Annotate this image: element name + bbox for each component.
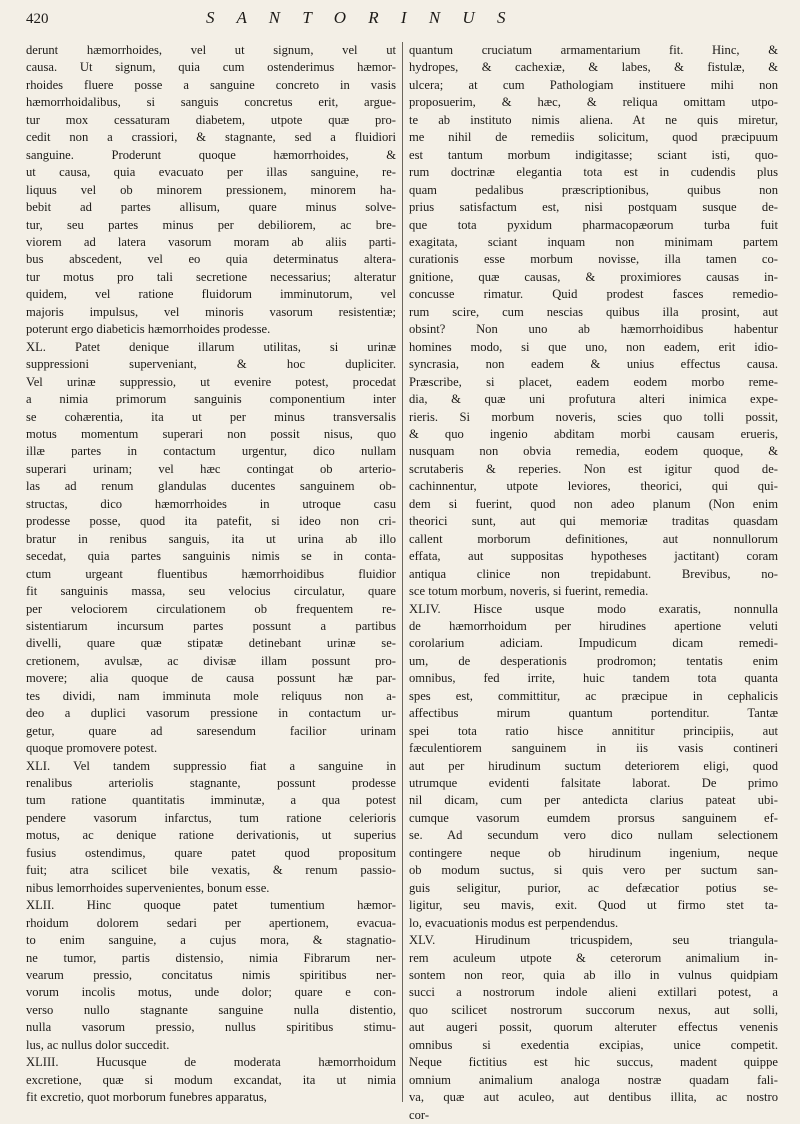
text-line: tur motus pro tali secretione necessarius; alteratur bbox=[26, 269, 396, 284]
text-line: bebit ad partes allisum, quare minus solve- bbox=[26, 200, 396, 215]
running-head bbox=[26, 8, 778, 42]
text-line: getur, quare ad saresendum facilior urinam bbox=[26, 723, 396, 738]
text-line: affectibus mirum quantum portenditur. Tantæ bbox=[409, 706, 778, 721]
text-line: XLI. Vel tandem suppressio fiat a sanguine in bbox=[26, 758, 396, 773]
text-line: te ab instituto nimis aliena. At ne quis miretur, bbox=[409, 112, 778, 127]
text-line: quo scilicet nostrorum succorum nexus, aut solli, bbox=[409, 1002, 778, 1017]
text-line: curationis esse morbum novisse, illa tamen co- bbox=[409, 252, 778, 267]
text-line: scrutaberis & reperies. Non est igitur quod de- bbox=[409, 461, 778, 476]
text-line: Præscribe, si placet, eadem eodem morbo reme- bbox=[409, 374, 778, 389]
text-line: sanguine. Proderunt quoque hæmorrhoides, & bbox=[26, 147, 396, 162]
text-line: dia, & quæ uni profutura alteri inimica expe- bbox=[409, 392, 778, 407]
text-line: quoque promovere potest. bbox=[26, 741, 158, 756]
text-line: exagitata, sciant inquam non minimam partem bbox=[409, 234, 778, 249]
text-line: causa. Ut signum, quia cum ostenderimus hæmor- bbox=[26, 60, 396, 75]
text-line: omnium animalium analoga nostræ quadam fali- bbox=[409, 1072, 778, 1087]
text-line: vearum pressio, concitatus nimis spiritibus ner- bbox=[26, 968, 396, 983]
text-line: effata, aut suppositas hypotheses jactitant) coram bbox=[409, 549, 778, 564]
text-line: spes est, committitur, ac præcipue in cephalicis bbox=[409, 688, 778, 703]
text-line: per velociorem circulationem ob frequentem re- bbox=[26, 601, 396, 616]
text-line: cumque vasorum eumdem prorsus sanguinem ef- bbox=[409, 810, 778, 825]
text-line: prodesse posse, quod ita patefit, si ideo non cri- bbox=[26, 514, 396, 529]
text-line: renalibus arteriolis stagnante, possunt prodesse bbox=[26, 776, 396, 791]
text-line: nil dicam, cum per antedicta clarius pateat ubi- bbox=[409, 793, 778, 808]
text-line: utrumque evidenti falsitate laborat. De primo bbox=[409, 776, 778, 791]
text-line: rum doctrinæ elegantia tota est in cudendis plus bbox=[409, 165, 778, 180]
text-line: corolarium adiciam. Impudicum dicam remedi- bbox=[409, 636, 778, 651]
text-line: & quo ingenio abditam morbi causam erueris, bbox=[409, 426, 778, 441]
text-line: lus, ac nullus dolor succedit. bbox=[26, 1037, 170, 1052]
text-line: motus momentum superari non possit nisus, quo bbox=[26, 426, 396, 441]
text-line: me nihil de remediis solicitum, quod præcipuum bbox=[409, 130, 778, 145]
text-line: est tantum morbum indigitasse; sciant isti, quo- bbox=[409, 147, 778, 162]
text-line: obsint? Non uno ab hæmorrhoidibus habentur bbox=[409, 322, 778, 337]
text-line: superari urinam; vel hæc contingat ob arterio- bbox=[26, 461, 396, 476]
text-line: rem aculeum utpote & ceterorum animalium in- bbox=[409, 950, 778, 965]
text-line: illæ partes in contactum urgentur, dico nullam bbox=[26, 444, 396, 459]
text-line: quantum cruciatum armamentarium fit. Hinc, & bbox=[409, 43, 778, 57]
text-line: pendere vasorum infarctus, tum ratione celerioris bbox=[26, 810, 396, 825]
text-line: nulla vasorum pressio, nullus spiritibus stimu- bbox=[26, 1020, 396, 1035]
text-line: las ad renum glandulas ducentes sanguinem ob- bbox=[26, 479, 396, 494]
text-line: cedit non a crassiori, & stagnante, sed a fluidiori bbox=[26, 130, 396, 145]
text-line: majoris impulsus, vel minoris vasorum resistentiæ; bbox=[26, 304, 396, 319]
text-line: tur, seu partes minus per debiliorem, ac bre- bbox=[26, 217, 396, 232]
text-line: ne tumor, partis distensio, nimia Fibrarum ner- bbox=[26, 950, 396, 965]
text-line: ligitur, seu mavis, exit. Quod ut firmo stet ta- bbox=[409, 898, 778, 913]
text-line: antiqua clinice non trepidabunt. Brevibus, no- bbox=[409, 566, 778, 581]
text-line: omnibus si exedentia excipias, unice competit. bbox=[409, 1037, 778, 1052]
text-line: fit sanguinis massa, seu velocius circulatur, quare bbox=[26, 584, 396, 599]
text-line: Neque fictitius est hic succus, madent quippe bbox=[409, 1055, 778, 1070]
text-line: syncrasia, non eadem & unius effectus causa. bbox=[409, 357, 778, 372]
text-line: aut per hirudinum suctum deteriorem eligi, quod bbox=[409, 758, 778, 773]
page-number: 420 bbox=[26, 11, 49, 27]
text-line: XLIV. Hisce usque modo exaratis, nonnulla bbox=[409, 601, 778, 616]
text-line: theorici sunt, aut qui memoriæ traditas quasdam bbox=[409, 514, 778, 529]
text-line: callent morborum definitiones, aut nonnullorum bbox=[409, 531, 778, 546]
text-line: gnitione, quæ causas, & proximiores causas in- bbox=[409, 269, 778, 284]
text-line: ut causa, quia evacuato per illas sanguine, re- bbox=[26, 165, 396, 180]
text-line: tur mox cessaturam diabetem, utpote quæ pro- bbox=[26, 112, 396, 127]
text-line: movere; alia quoque de causa possunt hæ par- bbox=[26, 671, 396, 686]
text-line: fusius ostendimus, quare patet quod propositum bbox=[26, 845, 396, 860]
text-line: aut augeri possit, quorum alteruter effectus venenis bbox=[409, 1020, 778, 1035]
text-columns bbox=[26, 42, 778, 1122]
text-line: a nimia primorum sanguinis componentium inter bbox=[26, 392, 396, 407]
text-line: vorum incolis motus, unde dolor; quare e con- bbox=[26, 985, 396, 1000]
text-line: prius satisfactum est, nisi postquam susque de- bbox=[409, 200, 778, 215]
text-line: nusquam non obvia remedia, eodem quoque, & bbox=[409, 444, 778, 459]
text-line: rhoidum dolorem sedari per apertionem, evacua- bbox=[26, 915, 396, 930]
text-line: Vel urinæ suppressio, ut evenire potest, procedat bbox=[26, 374, 396, 389]
text-line: viorem ad latera vasorum moram ab aliis parti- bbox=[26, 234, 396, 249]
text-line: um, de desperationis prodromon; tentatis enim bbox=[409, 653, 778, 668]
text-line: guis seligitur, purior, ac defæcatior potius se- bbox=[409, 880, 778, 895]
text-line: cor- bbox=[409, 1107, 430, 1122]
text-line: bratur in renibus sanguis, ita ut urina ab illo bbox=[26, 531, 396, 546]
text-line: suppressioni superveniant, & hoc dupliciter. bbox=[26, 357, 396, 372]
text-line: verso nullo stagnante sanguine nulla distentio, bbox=[26, 1002, 396, 1017]
text-line: derunt hæmorrhoides, vel ut signum, vel ut bbox=[26, 43, 396, 57]
text-line: divelli, quare quæ stipatæ detinebant urinæ se- bbox=[26, 636, 396, 651]
text-line: excretione, quæ si modum excandat, ita ut nimia bbox=[26, 1072, 396, 1087]
text-line: succi a nostrorum indole alieni extillari potest, a bbox=[409, 985, 778, 1000]
text-line: XLV. Hirudinum tricuspidem, seu triangula- bbox=[409, 933, 778, 948]
text-line: cachinnentur, utpote leviores, theorici, qui qui- bbox=[409, 479, 778, 494]
running-title: S A N T O R I N U S bbox=[206, 8, 515, 27]
text-line: ulcera; at cum Pathologiam instituere mihi non bbox=[409, 77, 778, 92]
text-line: ctum urgeant fluentibus hæmorrhoidibus fluidior bbox=[26, 566, 396, 581]
text-line: structas, dico hæmorrhoides in utroque casu bbox=[26, 496, 396, 511]
text-line: nibus lemorrhoides supervenientes, bonum esse. bbox=[26, 880, 270, 895]
text-line: fit excretio, quot morborum funebres apparatus, bbox=[26, 1090, 267, 1105]
text-line: sontem non reor, quia ab illo in vulnus quidpiam bbox=[409, 968, 778, 983]
text-line: XL. Patet denique illarum utilitas, si urinæ bbox=[26, 339, 396, 354]
text-line: proposuerim, & hæc, & reliqua omittam utpo- bbox=[409, 95, 778, 110]
text-line: liquus vel ob minorem pressionem, minorem ha- bbox=[26, 182, 396, 197]
text-line: quidem, vel ratione fluidorum imminutorum, vel bbox=[26, 287, 396, 302]
text-line: tum ratione quantitatis imminutæ, a qua potest bbox=[26, 793, 396, 808]
text-line: motus, ac denique ratione derivationis, ut superius bbox=[26, 828, 396, 843]
right-column bbox=[402, 42, 778, 1122]
text-line: poterunt ergo diabeticis hæmorrhoides prodesse. bbox=[26, 322, 271, 337]
text-line: cretionem, avulsæ, ac divisæ illam possunt pro- bbox=[26, 653, 396, 668]
text-line: hæmorrhoidalibus, si sanguis concretus erit, argue- bbox=[26, 95, 396, 110]
text-line: to enim sanguine, a cujus mora, & stagnatio- bbox=[26, 933, 396, 948]
text-line: concusse rimatur. Quid prodest fasces remedio- bbox=[409, 287, 778, 302]
text-line: secedat, quia partes sanguinis nimis se in conta- bbox=[26, 549, 396, 564]
text-line: omnibus, fed irrite, huic tandem tota quanta bbox=[409, 671, 778, 686]
text-line: se cohærentia, ita ut per minus transversalis bbox=[26, 409, 396, 424]
text-line: de hæmorrhoidum per hirudines apertione veluti bbox=[409, 618, 778, 633]
text-line: sce totum morbum, noveris, si fuerint, remedia. bbox=[409, 584, 649, 599]
text-line: XLII. Hinc quoque patet tumentium hæmor- bbox=[26, 898, 396, 913]
text-line: rum scire, cum nescias quibus illa prosint, aut bbox=[409, 304, 778, 319]
text-line: bus abscedent, vel eo quia determinatus altera- bbox=[26, 252, 396, 267]
text-line: quam pedalibus præscriptionibus, quibus non bbox=[409, 182, 778, 197]
text-line: dem si fuerint, quod non adeo planum (Non enim bbox=[409, 496, 778, 511]
text-line: homines modo, si que uno, non eadem, erit idio- bbox=[409, 339, 778, 354]
text-line: fuit; atra scilicet bile vexatis, & renum passio- bbox=[26, 863, 396, 878]
left-column bbox=[26, 42, 402, 1105]
text-line: deo a duplici vasorum pressione in contactum ur- bbox=[26, 706, 396, 721]
text-line: rieris. Si morbum noveris, scies quo tolli possit, bbox=[409, 409, 778, 424]
text-line: XLIII. Hucusque de moderata hæmorrhoidum bbox=[26, 1055, 396, 1070]
text-line: tes dividi, nam imminuta mole reliquus non a- bbox=[26, 688, 396, 703]
text-line: ob modum suctus, si quis vero per suctum san- bbox=[409, 863, 778, 878]
text-line: se. Ad secundum vero dico nullam selectionem bbox=[409, 828, 778, 843]
text-line: hydropes, & cachexiæ, & labes, & fistulæ, & bbox=[409, 60, 778, 75]
text-line: que tota pyxidum pharmacopæorum turba fuit bbox=[409, 217, 778, 232]
text-line: rhoides fluere posse a sanguine concreto in vasis bbox=[26, 77, 396, 92]
text-line: fæculentiorem sanguinem in iis vasis contineri bbox=[409, 741, 778, 756]
text-line: va, quæ aut aculeo, aut dentibus illita, ac nostro bbox=[409, 1090, 778, 1105]
text-line: sistentiarum incursum partes possunt a partibus bbox=[26, 618, 396, 633]
text-line: spei tota ratio hisce annititur principiis, aut bbox=[409, 723, 778, 738]
text-line: lo, evacuationis modus est perpendendus. bbox=[409, 915, 619, 930]
text-line: contingere neque ob hirudinum ingenium, neque bbox=[409, 845, 778, 860]
